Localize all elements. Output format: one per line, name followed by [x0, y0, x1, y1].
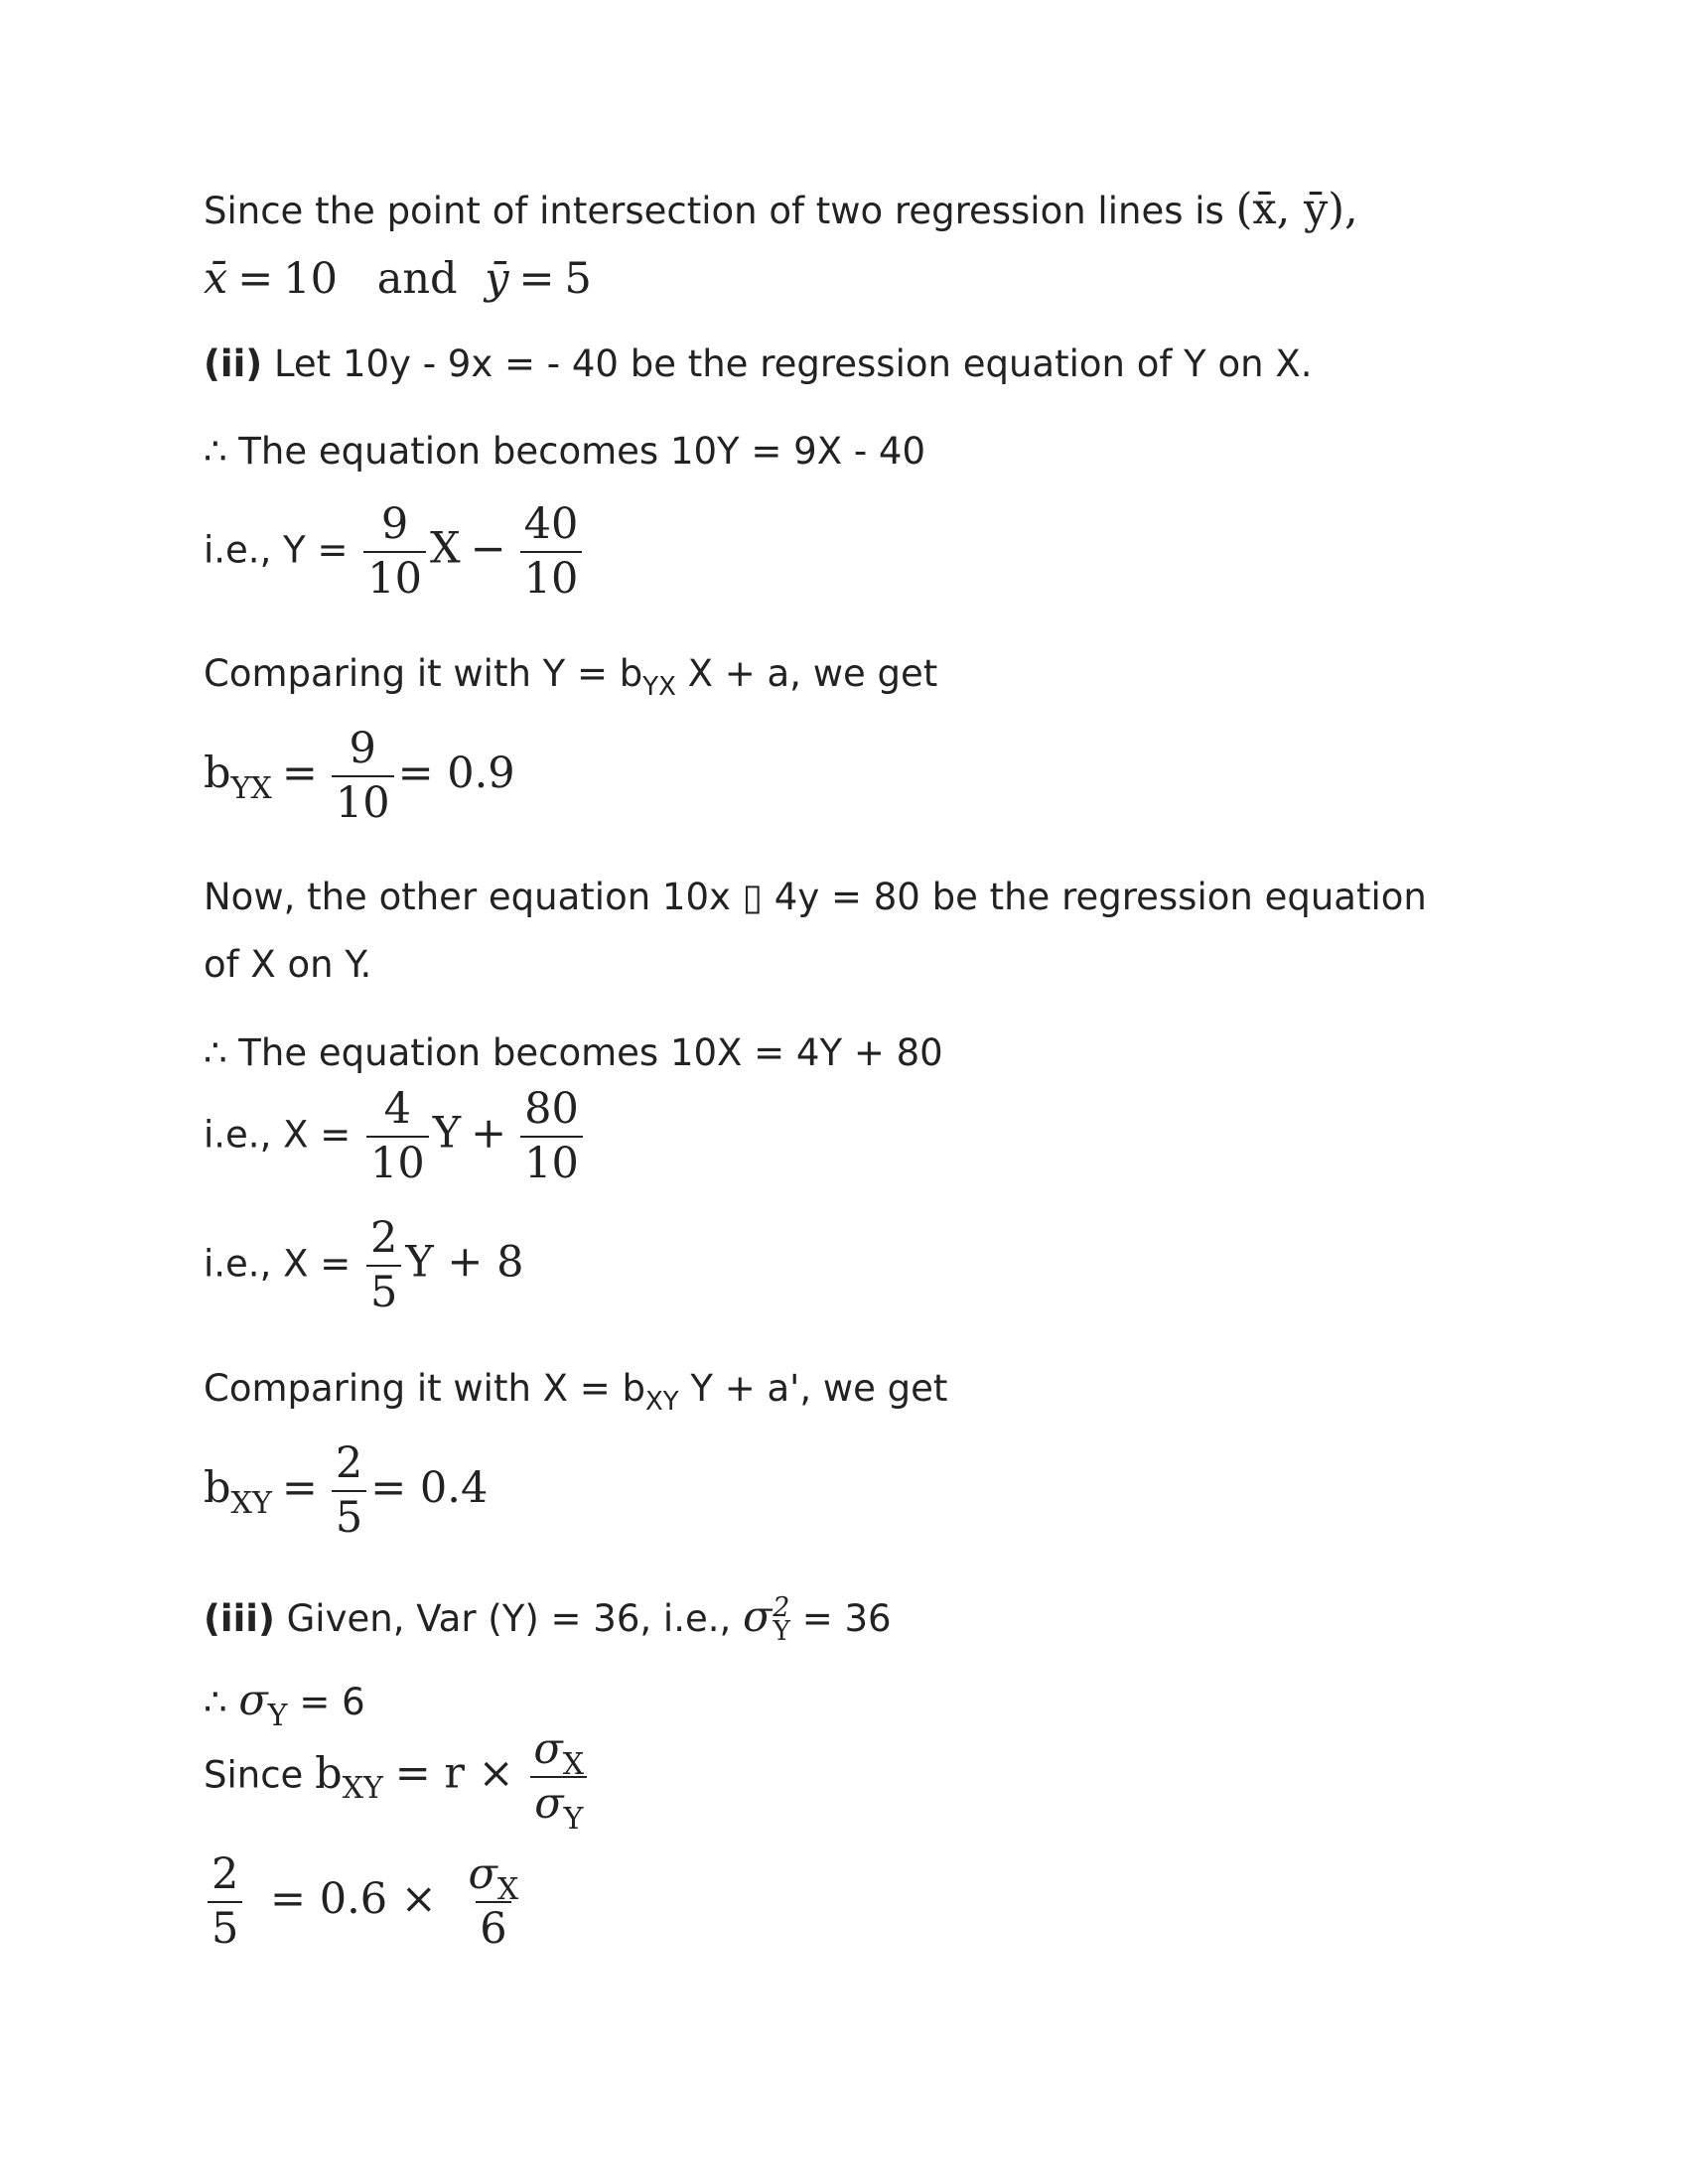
other-equation-line-2 — [204, 943, 372, 986]
therefore-text-2: ∴ The equation becomes 10X = 4Y + 80 — [204, 1031, 943, 1074]
fraction-9-10: $\frac{9}{10}$ — [363, 502, 426, 602]
ie-x-line-1: i.e., X = $\frac{4}{10}$ Y + $\frac{80}{10}$ — [204, 1087, 587, 1186]
sigma-y-value: = 6 — [299, 1681, 365, 1723]
intro-line — [204, 185, 1358, 234]
sigma-ratio-fraction: $\frac{\sigma_X}{\sigma_Y}$ — [529, 1727, 588, 1827]
means-line: x̄ = 10 and ȳ = 5 — [204, 254, 592, 304]
since-rhs: = r × — [394, 1748, 514, 1799]
other-equation-line-1 — [204, 876, 1427, 918]
sigma-y-squared: σ 2 Y — [743, 1592, 790, 1647]
var-y: Y — [432, 1108, 462, 1159]
therefore-text-1: ∴ The equation becomes 10Y = 9X - 40 — [204, 430, 926, 473]
y-plus-8: Y + 8 — [405, 1237, 524, 1288]
part-iii-line — [204, 1592, 892, 1647]
comparing-post-2: Y + a', we get — [678, 1367, 948, 1410]
intersection-point: (x̄, ȳ), — [1235, 185, 1358, 234]
fraction-2-5: $\frac{2}{5}$ — [366, 1216, 401, 1315]
comparing-sub-2: XY — [645, 1387, 679, 1418]
ie-x-label-1: i.e., X = — [204, 1113, 352, 1157]
final-equation — [204, 1849, 526, 1955]
fraction-80-10: $\frac{80}{10}$ — [520, 1087, 583, 1186]
b-xy-equation: $b_{XY}$ = $\frac{2}{5}$ = 0.4 — [204, 1438, 489, 1544]
fraction-4-10: $\frac{4}{10}$ — [366, 1087, 429, 1186]
fraction-40-10: $\frac{40}{10}$ — [520, 502, 583, 602]
b-xy-symbol: $b_{XY}$ — [315, 1748, 383, 1807]
ie-y-label: i.e., Y = — [204, 528, 349, 572]
since-label: Since — [204, 1753, 304, 1797]
part-iii-text: Given, Var (Y) = 36, i.e., — [286, 1597, 732, 1640]
b-xy-result: = 0.4 — [370, 1463, 489, 1514]
comparing-pre-1: Comparing it with Y = b — [204, 652, 643, 695]
and-word: and — [376, 254, 458, 304]
b-yx-result: = 0.9 — [397, 749, 515, 799]
b-sub-yx: YX — [230, 770, 272, 806]
part-ii-line — [204, 342, 1313, 385]
part-ii-marker: (ii) — [204, 342, 263, 385]
y-bar-symbol: ȳ — [485, 254, 509, 304]
other-equation-text-2: of X on Y. — [204, 943, 372, 986]
var-x: X — [429, 523, 461, 574]
comparing-line-2 — [204, 1367, 948, 1418]
therefore-line-1 — [204, 430, 926, 473]
ie-x-line-2 — [204, 1213, 524, 1318]
b-yx-equation: $b_{YX}$ = $\frac{9}{10}$ = 0.9 — [204, 724, 515, 829]
comparing-sub-1: YX — [642, 672, 676, 703]
b-sub-xy: XY — [230, 1485, 272, 1521]
y-bar-value: 5 — [564, 254, 592, 304]
therefore-line-2 — [204, 1031, 943, 1074]
sigma-y-symbol: $\sigma_Y$ — [238, 1676, 288, 1733]
b-xy-fraction: $\frac{2}{5}$ — [332, 1441, 366, 1541]
other-equation-text-1: Now, the other equation 10x ▯ 4y = 80 be the regression equation — [204, 876, 1427, 918]
final-mid: = 0.6 × — [270, 1874, 437, 1925]
final-left-fraction: $\frac{2}{5}$ — [208, 1852, 242, 1952]
sigma-y-line — [204, 1676, 365, 1733]
comparing-line-1 — [204, 652, 938, 703]
since-line — [204, 1724, 592, 1837]
b-label-xy: b — [204, 1463, 231, 1514]
therefore-symbol: ∴ — [204, 1681, 227, 1723]
variance-value: = 36 — [801, 1597, 892, 1640]
b-yx-fraction: $\frac{9}{10}$ — [332, 727, 394, 826]
part-ii-text: Let 10y - 9x = - 40 be the regression equation of Y on X. — [273, 342, 1313, 385]
intro-text: Since the point of intersection of two regression lines is — [204, 190, 1224, 232]
comparing-pre-2: Comparing it with X = b — [204, 1367, 646, 1410]
final-right-fraction: $\frac{\sigma_X}{6}$ — [468, 1849, 519, 1955]
x-bar-symbol: x̄ — [204, 254, 228, 304]
part-iii-marker: (iii) — [204, 1597, 275, 1640]
ie-y-line: i.e., Y = $\frac{9}{10}$ X − $\frac{40}{10}$ — [204, 502, 586, 602]
ie-x-label-2: i.e., X = — [204, 1242, 352, 1286]
comparing-post-1: X + a, we get — [675, 652, 938, 695]
x-bar-value: 10 — [283, 254, 339, 304]
b-label-yx: b — [204, 749, 231, 799]
